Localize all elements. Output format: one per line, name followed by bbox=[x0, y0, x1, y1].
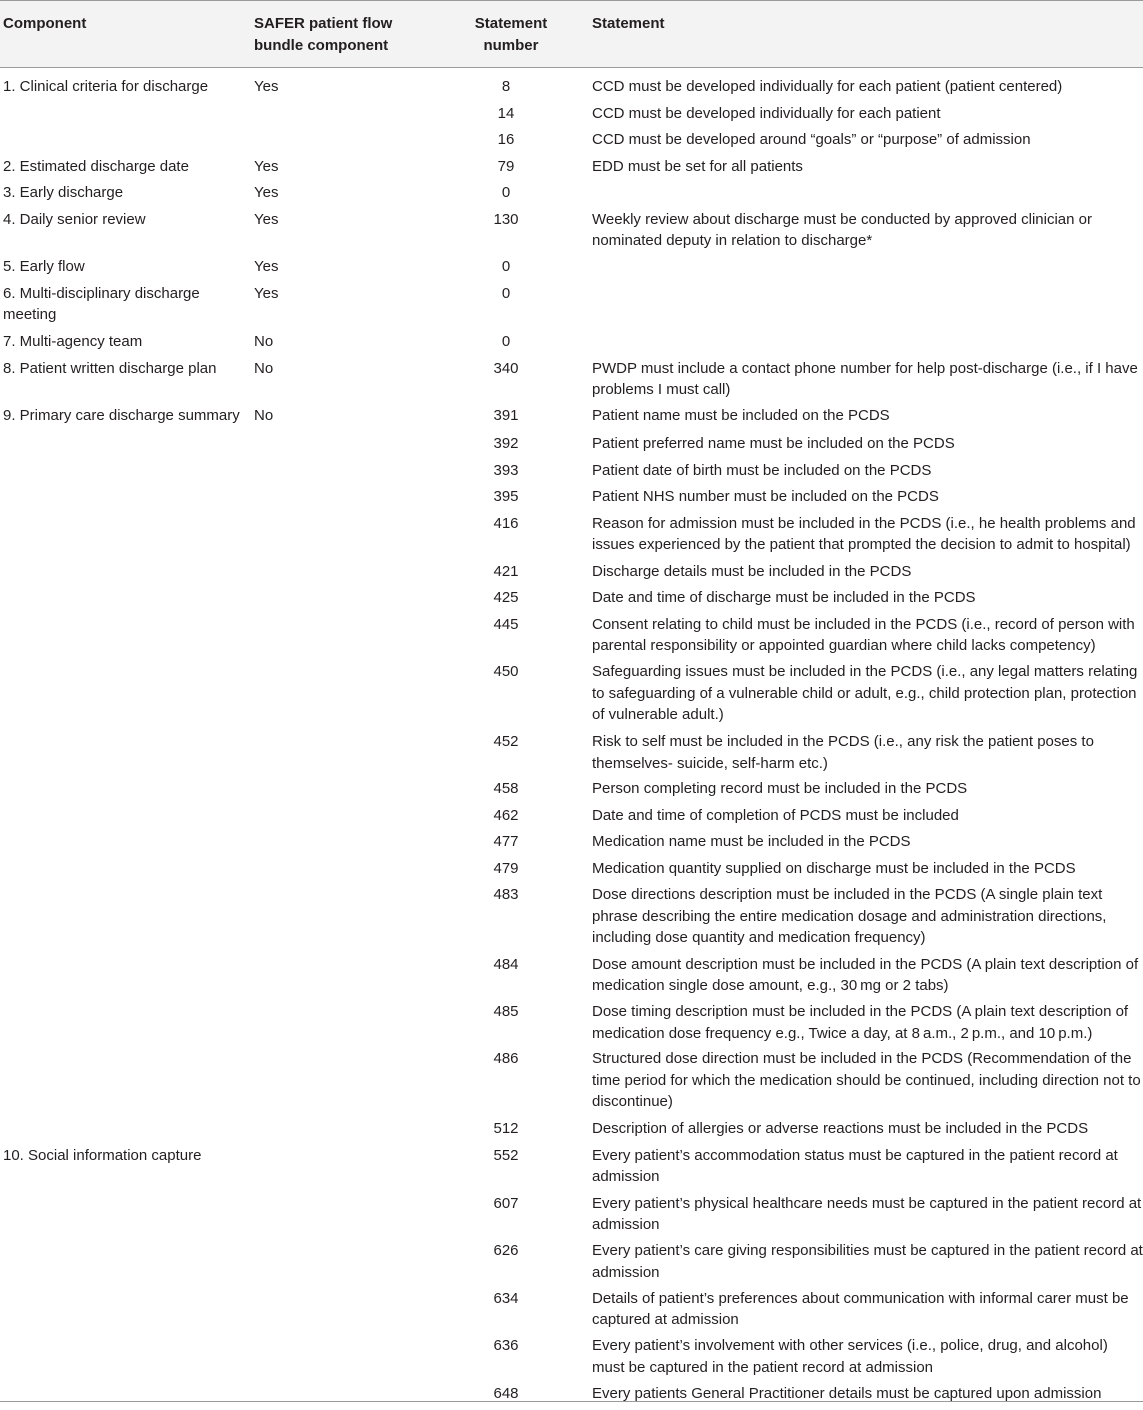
cell-statement-number: 452 bbox=[493, 733, 519, 750]
cell-statement-number: 0 bbox=[501, 284, 511, 302]
cell-component: 8. Patient written discharge plan bbox=[3, 359, 217, 377]
table-row bbox=[0, 1145, 1143, 1193]
cell-statement: CCD must be developed individually for each patient bbox=[592, 104, 941, 122]
cell-statement: CCD must be developed around “goals” or “purpose” of admission bbox=[592, 131, 1031, 148]
bottom-rule bbox=[0, 1401, 1143, 1402]
cell-safer: No bbox=[254, 359, 274, 377]
cell-component: 6. Multi-disciplinary discharge meeting bbox=[3, 284, 200, 323]
cell-statement: Patient name must be included on the PCDS bbox=[592, 407, 890, 424]
cell-statement-number: 484 bbox=[493, 955, 519, 973]
cell-safer: No bbox=[254, 333, 274, 350]
table-row bbox=[0, 283, 1143, 332]
cell-statement: Safeguarding issues must be included in the PCDS (i.e., any legal matters relating to safeguarding of a vulnerable child or adult, e.g., child protection plan, protection of vulnerable adult.) bbox=[592, 663, 1138, 723]
table-row bbox=[0, 76, 1143, 103]
header-statement: Statement bbox=[592, 15, 665, 32]
cell-statement-number: 8 bbox=[501, 78, 511, 95]
cell-statement-number: 130 bbox=[493, 210, 519, 228]
table-row bbox=[0, 1288, 1143, 1336]
cell-statement: Every patient’s care giving responsibilities must be captured in the patient record at admission bbox=[592, 1242, 1143, 1281]
table-row bbox=[0, 1048, 1143, 1118]
table-row bbox=[0, 513, 1143, 561]
cell-statement-number: 340 bbox=[493, 359, 519, 377]
table-row bbox=[0, 661, 1143, 731]
cell-safer: Yes bbox=[254, 184, 279, 201]
cell-statement-number: 607 bbox=[493, 1194, 519, 1212]
table-row bbox=[0, 1383, 1143, 1410]
table-row bbox=[0, 778, 1143, 805]
cell-statement-number: 0 bbox=[501, 258, 511, 275]
cell-statement-number: 485 bbox=[493, 1003, 519, 1020]
cell-statement-number: 450 bbox=[493, 663, 519, 680]
table-row bbox=[0, 156, 1143, 183]
cell-safer: Yes bbox=[254, 157, 279, 175]
cell-statement-number: 392 bbox=[493, 435, 519, 452]
cell-statement-number: 395 bbox=[493, 488, 519, 505]
table-row bbox=[0, 561, 1143, 588]
cell-statement: Patient date of birth must be included on the PCDS bbox=[592, 461, 932, 479]
cell-safer: Yes bbox=[254, 78, 279, 95]
table-row bbox=[0, 884, 1143, 954]
table-row bbox=[0, 731, 1143, 778]
cell-statement-number: 552 bbox=[493, 1146, 519, 1164]
table-row bbox=[0, 486, 1143, 513]
table-row bbox=[0, 1001, 1143, 1048]
table-row bbox=[0, 433, 1143, 460]
cell-statement-number: 393 bbox=[493, 461, 519, 479]
table-row bbox=[0, 858, 1143, 885]
cell-component: 10. Social information capture bbox=[3, 1146, 202, 1164]
cell-statement: Date and time of completion of PCDS must be included bbox=[592, 806, 959, 824]
table-row bbox=[0, 587, 1143, 614]
cell-statement-number: 479 bbox=[493, 859, 519, 877]
cell-safer: Yes bbox=[254, 258, 279, 275]
cell-statement: Dose timing description must be included in the PCDS (A plain text description of medication dose frequency e.g., Twice a day, at 8 a.m., 2 p.m., and 10 p.m.) bbox=[592, 1003, 1129, 1042]
table-row bbox=[0, 256, 1143, 283]
table-row bbox=[0, 614, 1143, 662]
cell-statement-number: 0 bbox=[501, 184, 511, 201]
table-row bbox=[0, 358, 1143, 406]
table-row bbox=[0, 460, 1143, 487]
cell-statement-number: 79 bbox=[497, 157, 515, 175]
header-component: Component bbox=[3, 15, 87, 32]
cell-statement: Person completing record must be included in the PCDS bbox=[592, 780, 968, 797]
cell-statement: Patient NHS number must be included on the PCDS bbox=[592, 488, 939, 505]
cell-statement: Every patient’s involvement with other services (i.e., police, drug, and alcohol) must be captured in the patient record at admission bbox=[592, 1337, 1108, 1376]
table-row bbox=[0, 405, 1143, 433]
table-row bbox=[0, 182, 1143, 209]
table-row bbox=[0, 954, 1143, 1002]
cell-statement-number: 462 bbox=[493, 806, 519, 824]
cell-statement-number: 391 bbox=[493, 407, 519, 424]
cell-statement-number: 512 bbox=[493, 1120, 519, 1137]
cell-statement-number: 486 bbox=[493, 1050, 519, 1067]
cell-component: 1. Clinical criteria for discharge bbox=[3, 78, 209, 95]
cell-component: 3. Early discharge bbox=[3, 184, 124, 201]
cell-component: 7. Multi-agency team bbox=[3, 333, 143, 350]
table-row bbox=[0, 1335, 1143, 1383]
cell-statement-number: 16 bbox=[497, 131, 515, 148]
table-row bbox=[0, 209, 1143, 257]
cell-statement: PWDP must include a contact phone number for help post-discharge (i.e., if I have problems I must call) bbox=[592, 359, 1138, 398]
cell-statement: Weekly review about discharge must be conducted by approved clinician or nominated deputy in relation to discharge* bbox=[592, 210, 1092, 249]
cell-statement: Dose amount description must be included in the PCDS (A plain text description of medication single dose amount, e.g., 30 mg or 2 tabs) bbox=[592, 955, 1139, 994]
cell-safer: Yes bbox=[254, 284, 279, 302]
cell-component: 9. Primary care discharge summary bbox=[3, 407, 240, 424]
cell-statement: Date and time of discharge must be included in the PCDS bbox=[592, 589, 976, 606]
cell-statement: Risk to self must be included in the PCDS (i.e., any risk the patient poses to themselves- suicide, self-harm etc.) bbox=[592, 733, 1094, 772]
header-safer: SAFER patient flow bundle component bbox=[254, 15, 393, 54]
table-header bbox=[0, 0, 1143, 68]
cell-statement-number: 626 bbox=[493, 1242, 519, 1259]
cell-statement-number: 477 bbox=[493, 833, 519, 850]
cell-statement-number: 634 bbox=[493, 1289, 519, 1307]
cell-statement: Every patient’s physical healthcare needs must be captured in the patient record at admission bbox=[592, 1194, 1142, 1233]
table-body bbox=[0, 76, 1143, 1410]
table-row bbox=[0, 1193, 1143, 1241]
cell-component: 2. Estimated discharge date bbox=[3, 157, 189, 175]
cell-statement-number: 416 bbox=[493, 514, 519, 532]
cell-statement: Description of allergies or adverse reactions must be included in the PCDS bbox=[592, 1120, 1089, 1137]
cell-component: 4. Daily senior review bbox=[3, 210, 146, 228]
cell-statement: Reason for admission must be included in the PCDS (i.e., he health problems and issues experienced by the patient that prompted the decision to admit to hospital) bbox=[592, 514, 1136, 553]
cell-statement: Every patients General Practitioner details must be captured upon admission bbox=[592, 1384, 1102, 1402]
cell-statement: CCD must be developed individually for each patient (patient centered) bbox=[592, 78, 1063, 95]
cell-statement-number: 636 bbox=[493, 1337, 519, 1354]
table-row bbox=[0, 331, 1143, 358]
cell-statement-number: 483 bbox=[493, 886, 519, 903]
header-statement-number: Statement number bbox=[474, 15, 548, 54]
cell-statement: Discharge details must be included in the PCDS bbox=[592, 562, 912, 580]
cell-statement: Every patient’s accommodation status must be captured in the patient record at admission bbox=[592, 1146, 1118, 1185]
cell-statement: EDD must be set for all patients bbox=[592, 157, 803, 175]
cell-statement-number: 458 bbox=[493, 780, 519, 797]
cell-statement-number: 0 bbox=[501, 333, 511, 350]
cell-statement: Medication name must be included in the PCDS bbox=[592, 833, 911, 850]
cell-statement: Structured dose direction must be included in the PCDS (Recommendation of the time period for which the medication should be continued, including direction not to discontinue) bbox=[592, 1050, 1141, 1110]
cell-component: 5. Early flow bbox=[3, 258, 85, 275]
table-row bbox=[0, 1118, 1143, 1145]
table-row bbox=[0, 129, 1143, 156]
cell-statement: Details of patient’s preferences about communication with informal carer must be captured at admission bbox=[592, 1289, 1129, 1328]
cell-statement-number: 445 bbox=[493, 615, 519, 633]
cell-statement: Medication quantity supplied on discharge must be included in the PCDS bbox=[592, 859, 1076, 877]
cell-statement-number: 14 bbox=[497, 104, 515, 122]
cell-statement-number: 648 bbox=[493, 1384, 519, 1402]
table-row bbox=[0, 831, 1143, 858]
cell-statement-number: 421 bbox=[493, 562, 519, 580]
cell-statement-number: 425 bbox=[493, 589, 519, 606]
cell-statement: Dose directions description must be included in the PCDS (A single plain text phrase describing the entire medication dosage and administration directions, including dose quantity and medication frequency) bbox=[592, 886, 1107, 946]
cell-safer: No bbox=[254, 407, 274, 424]
cell-statement: Patient preferred name must be included on the PCDS bbox=[592, 435, 955, 452]
cell-safer: Yes bbox=[254, 210, 279, 228]
table-row bbox=[0, 805, 1143, 832]
cell-statement: Consent relating to child must be included in the PCDS (i.e., record of person with parental responsibility or appointed guardian where child lacks competency) bbox=[592, 615, 1135, 654]
table-row bbox=[0, 103, 1143, 130]
table-row bbox=[0, 1240, 1143, 1288]
